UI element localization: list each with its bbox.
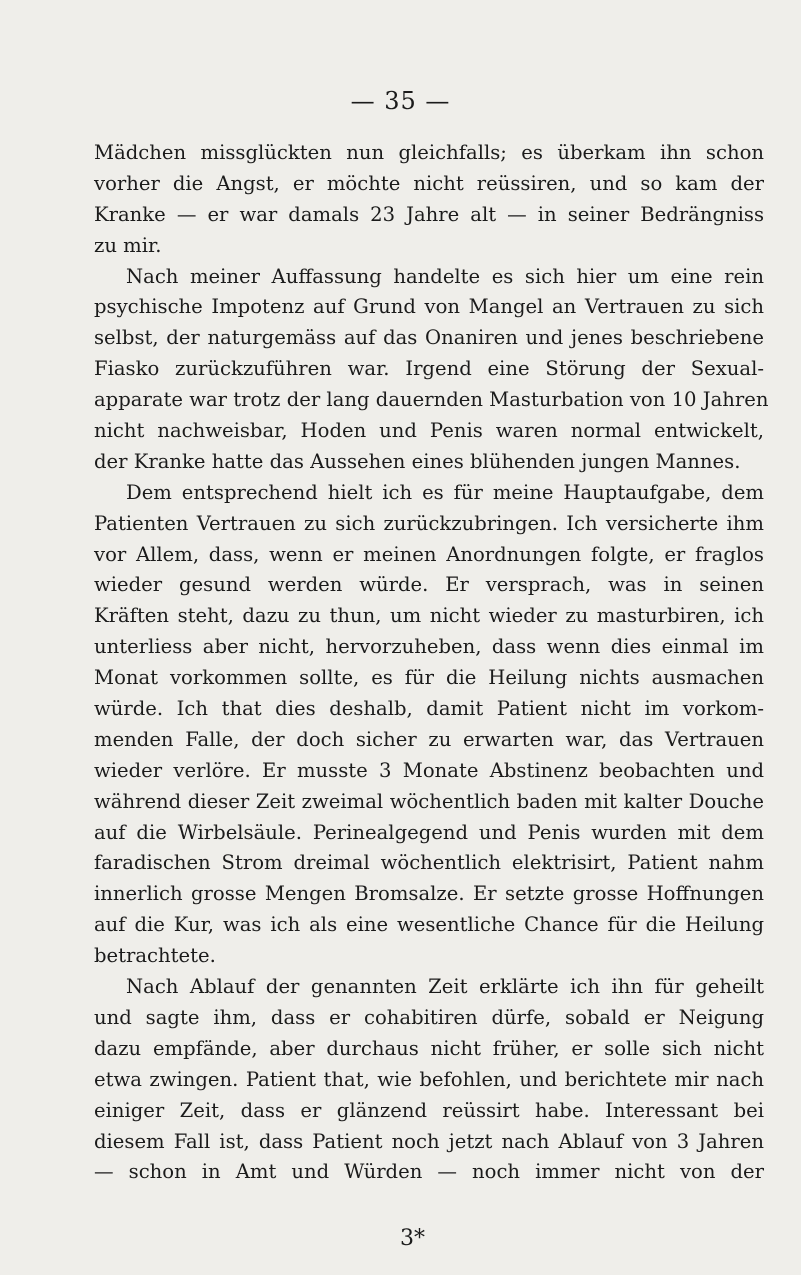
text-line: würde. Ich that dies deshalb, damit Patient nicht im vorkom- bbox=[94, 697, 764, 721]
text-line: betrachtete. bbox=[94, 944, 216, 968]
text-line: Fiasko zurückzuführen war. Irgend eine Störung der Sexual- bbox=[94, 357, 764, 381]
text-line: auf die Wirbelsäule. Perinealgegend und Penis wurden mit dem bbox=[94, 820, 764, 844]
text-line: Nach meiner Auffassung handelte es sich hier um eine rein bbox=[126, 264, 764, 288]
page-number: — 35 — bbox=[350, 87, 451, 115]
text-line: Monat vorkommen sollte, es für die Heilung nichts ausmachen bbox=[94, 666, 764, 690]
text-line: psychische Impotenz auf Grund von Mangel an Vertrauen zu sich bbox=[94, 295, 764, 319]
text-line: auf die Kur, was ich als eine wesentliche Chance für die Heilung bbox=[94, 913, 764, 937]
text-line: Mädchen missglückten nun gleichfalls; es überkam ihn schon bbox=[94, 141, 764, 164]
text-line: diesem Fall ist, dass Patient noch jetzt nach Ablauf von 3 Jahren bbox=[94, 1129, 764, 1153]
text-line: wieder gesund werden würde. Er versprach, was in seinen bbox=[94, 573, 764, 597]
text-line: menden Falle, der doch sicher zu erwarten war, das Vertrauen bbox=[94, 727, 764, 751]
text-line: Dem entsprechend hielt ich es für meine Hauptaufgabe, dem bbox=[126, 480, 764, 504]
text-line: faradischen Strom dreimal wöchentlich elektrisirt, Patient nahm bbox=[94, 851, 764, 875]
text-line: etwa zwingen. Patient that, wie befohlen, und berichtete mir nach bbox=[94, 1067, 764, 1091]
text-line: dazu empfände, aber durchaus nicht früher, er solle sich nicht bbox=[94, 1036, 764, 1060]
text-line: vorher die Angst, er möchte nicht reüssiren, und so kam der bbox=[94, 171, 764, 195]
text-line: innerlich grosse Mengen Bromsalze. Er setzte grosse Hoffnungen bbox=[94, 882, 764, 906]
text-line: während dieser Zeit zweimal wöchentlich baden mit kalter Douche bbox=[94, 789, 764, 813]
text-line: selbst, der naturgemäss auf das Onaniren und jenes beschriebene bbox=[94, 326, 764, 350]
text-line: — schon in Amt und Würden — noch immer nicht von der bbox=[94, 1160, 764, 1184]
text-line: apparate war trotz der lang dauernden Masturbation von 10 Jahren bbox=[94, 388, 769, 412]
body-text bbox=[94, 138, 769, 1188]
text-line: zu mir. bbox=[94, 233, 162, 257]
text-line: nicht nachweisbar, Hoden und Penis waren normal entwickelt, bbox=[94, 419, 764, 443]
signature-mark: 3* bbox=[400, 1226, 425, 1251]
text-line: und sagte ihm, dass er cohabitiren dürfe, sobald er Neigung bbox=[94, 1005, 764, 1029]
text-line: Kräften steht, dazu zu thun, um nicht wieder zu masturbiren, ich bbox=[94, 604, 764, 628]
text-line: einiger Zeit, dass er glänzend reüssirt habe. Interessant bei bbox=[94, 1098, 764, 1122]
text-line: vor Allem, dass, wenn er meinen Anordnungen folgte, er fraglos bbox=[94, 542, 764, 566]
text-line: Kranke — er war damals 23 Jahre alt — in seiner Bedrängniss bbox=[94, 202, 764, 226]
text-line: der Kranke hatte das Aussehen eines blühenden jungen Mannes. bbox=[94, 449, 741, 473]
text-line: wieder verlöre. Er musste 3 Monate Abstinenz beobachten und bbox=[94, 758, 764, 782]
text-line: unterliess aber nicht, hervorzuheben, dass wenn dies einmal im bbox=[94, 635, 764, 659]
text-line: Nach Ablauf der genannten Zeit erklärte ich ihn für geheilt bbox=[126, 975, 764, 999]
text-line: Patienten Vertrauen zu sich zurückzubringen. Ich versicherte ihm bbox=[94, 511, 764, 535]
